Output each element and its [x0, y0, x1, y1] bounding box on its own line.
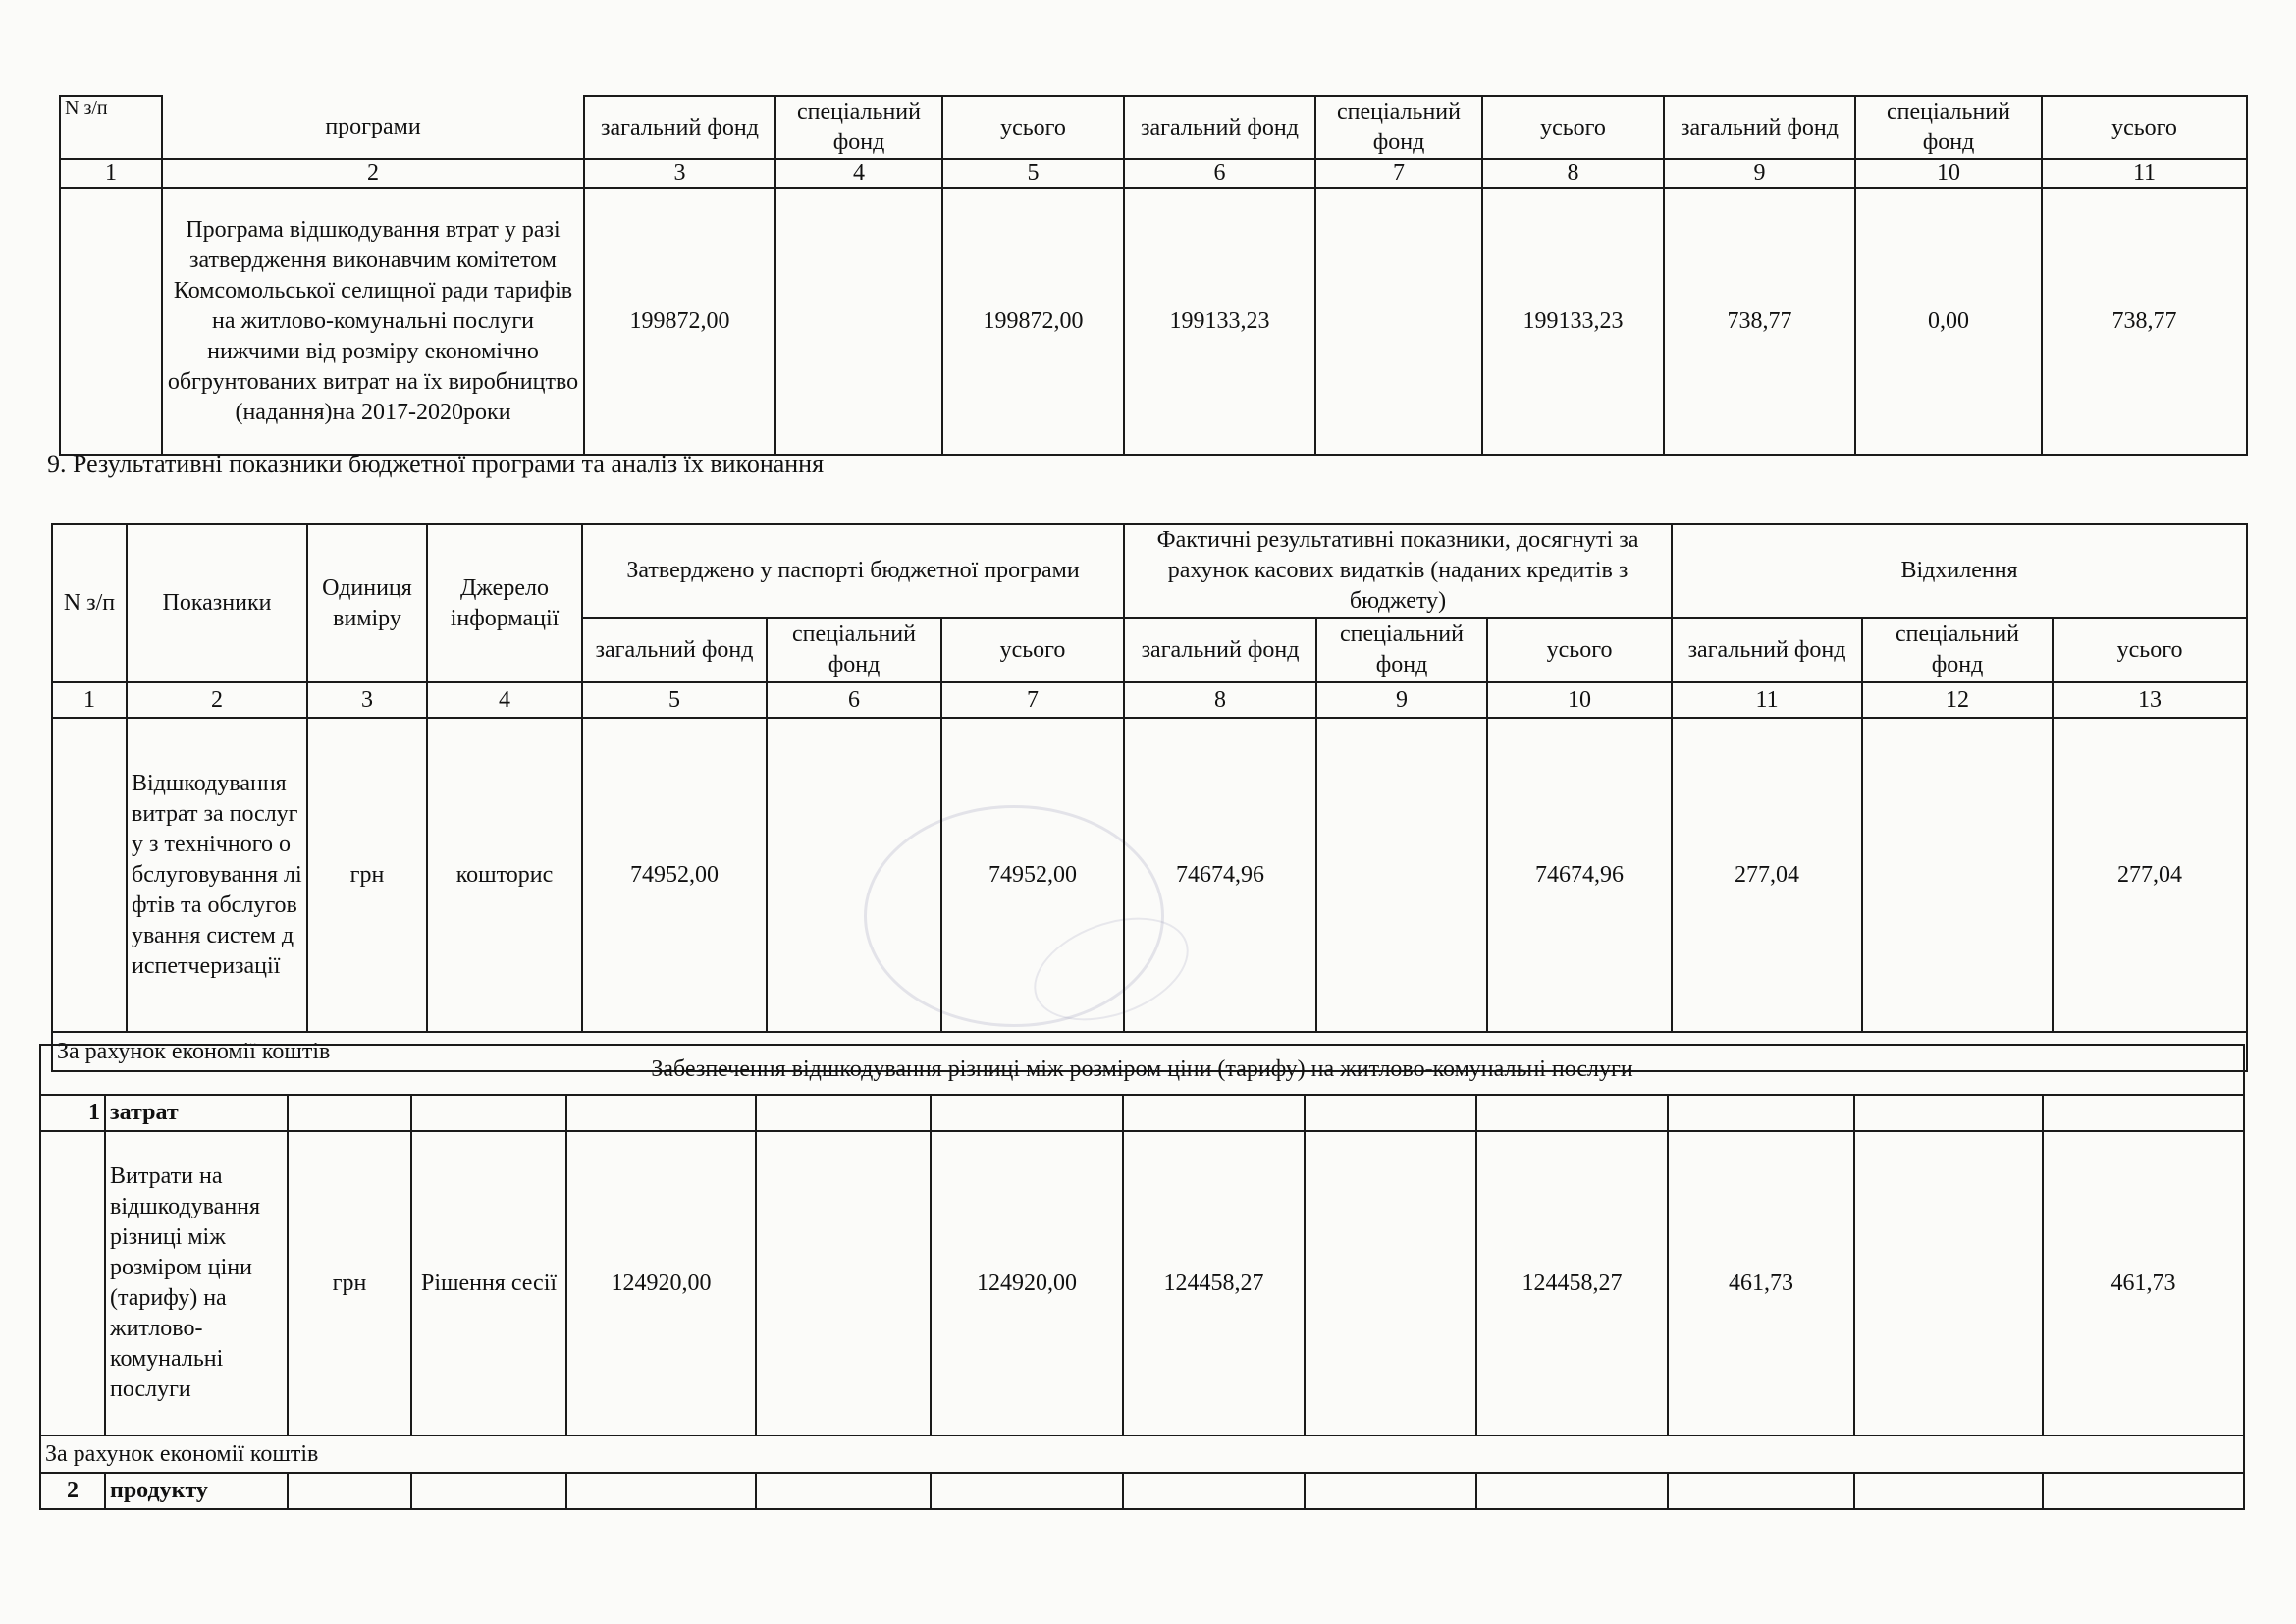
indicator-name: Витрати на відшкодування різниці між розміром ціни (тарифу) на житлово-комунальні послуги: [105, 1131, 288, 1435]
subheader-total: усього: [941, 618, 1124, 682]
subheader-general-fund: загальний фонд: [1672, 618, 1862, 682]
header-indicators: Показники: [127, 524, 307, 682]
subheader-special-fund: спеціальний фонд: [1862, 618, 2053, 682]
subheader-general-fund: загальний фонд: [582, 618, 767, 682]
value-cell: 124458,27: [1476, 1131, 1668, 1435]
indicator-source: кошторис: [427, 718, 582, 1032]
col-number: 10: [1487, 682, 1672, 718]
empty-cell: [566, 1473, 756, 1509]
value-cell: 124920,00: [566, 1131, 756, 1435]
empty-cell: [1123, 1473, 1305, 1509]
value-cell: 74952,00: [582, 718, 767, 1032]
header-total-1: усього: [942, 96, 1124, 159]
col-number: 4: [427, 682, 582, 718]
header-deviation: Відхилення: [1672, 524, 2247, 618]
program-row-num: [60, 188, 162, 455]
value-cell: 277,04: [2053, 718, 2247, 1032]
value-cell: 199133,23: [1482, 188, 1664, 455]
empty-cell: [2043, 1095, 2244, 1131]
indicator-unit: грн: [288, 1131, 411, 1435]
subheader-total: усього: [1487, 618, 1672, 682]
value-cell: 738,77: [2042, 188, 2247, 455]
empty-cell: [1854, 1095, 2043, 1131]
header-special-fund-2: спеціальний фонд: [1315, 96, 1482, 159]
col-number: 2: [162, 159, 584, 188]
col-number: 3: [584, 159, 775, 188]
value-cell: 199872,00: [584, 188, 775, 455]
value-cell: 74952,00: [941, 718, 1124, 1032]
group-num: 1: [40, 1095, 105, 1131]
section-title-row: Забезпечення відшкодування різниці між розміром ціни (тарифу) на житлово-комунальні послуги: [40, 1045, 2244, 1095]
value-cell: [775, 188, 942, 455]
value-cell: [1316, 718, 1487, 1032]
empty-cell: [1668, 1473, 1854, 1509]
empty-cell: [756, 1473, 931, 1509]
value-cell: 461,73: [2043, 1131, 2244, 1435]
header-source: Джерело інформації: [427, 524, 582, 682]
value-cell: 199872,00: [942, 188, 1124, 455]
value-cell: 74674,96: [1124, 718, 1316, 1032]
tariff-compensation-table: [39, 1044, 2245, 1510]
value-cell: [756, 1131, 931, 1435]
value-cell: [1854, 1131, 2043, 1435]
col-number: 7: [1315, 159, 1482, 188]
value-cell: 0,00: [1855, 188, 2042, 455]
value-cell: [1315, 188, 1482, 455]
col-number: 1: [60, 159, 162, 188]
header-unit: Одиниця виміру: [307, 524, 427, 682]
empty-cell: [288, 1095, 411, 1131]
header-num: N з/п: [52, 524, 127, 682]
savings-note: За рахунок економії коштів: [40, 1435, 2244, 1473]
empty-cell: [1476, 1473, 1668, 1509]
header-general-fund-1: загальний фонд: [584, 96, 775, 159]
header-program-col: програми: [162, 96, 584, 159]
col-number: 6: [1124, 159, 1315, 188]
indicator-source: Рішення сесії: [411, 1131, 566, 1435]
col-number: 11: [1672, 682, 1862, 718]
value-cell: 277,04: [1672, 718, 1862, 1032]
empty-cell: [1476, 1095, 1668, 1131]
col-number: 9: [1316, 682, 1487, 718]
group-label: затрат: [105, 1095, 288, 1131]
program-name: Програма відшкодування втрат у разі затвердження виконавчим комітетом Комсомольської селищної ради тарифів на житлово-комунальні послуги нижчими від розміру економічно обгрунтованих витрат на їх виробництво (надання)на 2017-2020роки: [162, 188, 584, 455]
subheader-special-fund: спеціальний фонд: [767, 618, 941, 682]
col-number: 13: [2053, 682, 2247, 718]
col-number: 10: [1855, 159, 2042, 188]
group-label: продукту: [105, 1473, 288, 1509]
empty-cell: [1305, 1473, 1476, 1509]
empty-cell: [288, 1473, 411, 1509]
col-number: 7: [941, 682, 1124, 718]
header-general-fund-2: загальний фонд: [1124, 96, 1315, 159]
header-general-fund-3: загальний фонд: [1664, 96, 1855, 159]
col-number: 4: [775, 159, 942, 188]
subheader-special-fund: спеціальний фонд: [1316, 618, 1487, 682]
value-cell: [767, 718, 941, 1032]
col-number: 8: [1124, 682, 1316, 718]
subheader-general-fund: загальний фонд: [1124, 618, 1316, 682]
program-expenditure-table: [59, 95, 2248, 456]
empty-cell: [2043, 1473, 2244, 1509]
value-cell: 461,73: [1668, 1131, 1854, 1435]
indicator-name: Відшкодування витрат за послугу з технічного обслуговування ліфтів та обслуговування систем диспетчеризації: [127, 718, 307, 1032]
subheader-total: усього: [2053, 618, 2247, 682]
col-number: 5: [582, 682, 767, 718]
group-num: 2: [40, 1473, 105, 1509]
value-cell: [1305, 1131, 1476, 1435]
value-cell: 74674,96: [1487, 718, 1672, 1032]
col-number: 2: [127, 682, 307, 718]
col-number: 9: [1664, 159, 1855, 188]
value-cell: [1862, 718, 2053, 1032]
header-total-3: усього: [2042, 96, 2247, 159]
empty-cell: [931, 1473, 1123, 1509]
col-number: 8: [1482, 159, 1664, 188]
header-special-fund-3: спеціальний фонд: [1855, 96, 2042, 159]
col-number: 1: [52, 682, 127, 718]
col-number: 3: [307, 682, 427, 718]
value-cell: 199133,23: [1124, 188, 1315, 455]
header-special-fund-1: спеціальний фонд: [775, 96, 942, 159]
indicator-row-num: [52, 718, 127, 1032]
header-num-col: N з/п: [60, 96, 162, 159]
indicator-unit: грн: [307, 718, 427, 1032]
savings-note: За рахунок економії коштів: [52, 1032, 2247, 1071]
performance-indicators-table: [51, 523, 2248, 1072]
col-number: 11: [2042, 159, 2247, 188]
empty-cell: [1854, 1473, 2043, 1509]
header-total-2: усього: [1482, 96, 1664, 159]
empty-cell: [411, 1473, 566, 1509]
row-num: [40, 1131, 105, 1435]
col-number: 6: [767, 682, 941, 718]
empty-cell: [1123, 1095, 1305, 1131]
empty-cell: [1668, 1095, 1854, 1131]
section-9-title: 9. Результативні показники бюджетної програми та аналіз їх виконання: [47, 450, 825, 478]
header-actual: Фактичні результативні показники, досягнуті за рахунок касових видатків (наданих кредитів з бюджету): [1124, 524, 1672, 618]
value-cell: 124458,27: [1123, 1131, 1305, 1435]
col-number: 5: [942, 159, 1124, 188]
col-number: 12: [1862, 682, 2053, 718]
empty-cell: [411, 1095, 566, 1131]
empty-cell: [756, 1095, 931, 1131]
value-cell: 124920,00: [931, 1131, 1123, 1435]
empty-cell: [566, 1095, 756, 1131]
empty-cell: [931, 1095, 1123, 1131]
header-approved: Затверджено у паспорті бюджетної програми: [582, 524, 1124, 618]
empty-cell: [1305, 1095, 1476, 1131]
value-cell: 738,77: [1664, 188, 1855, 455]
